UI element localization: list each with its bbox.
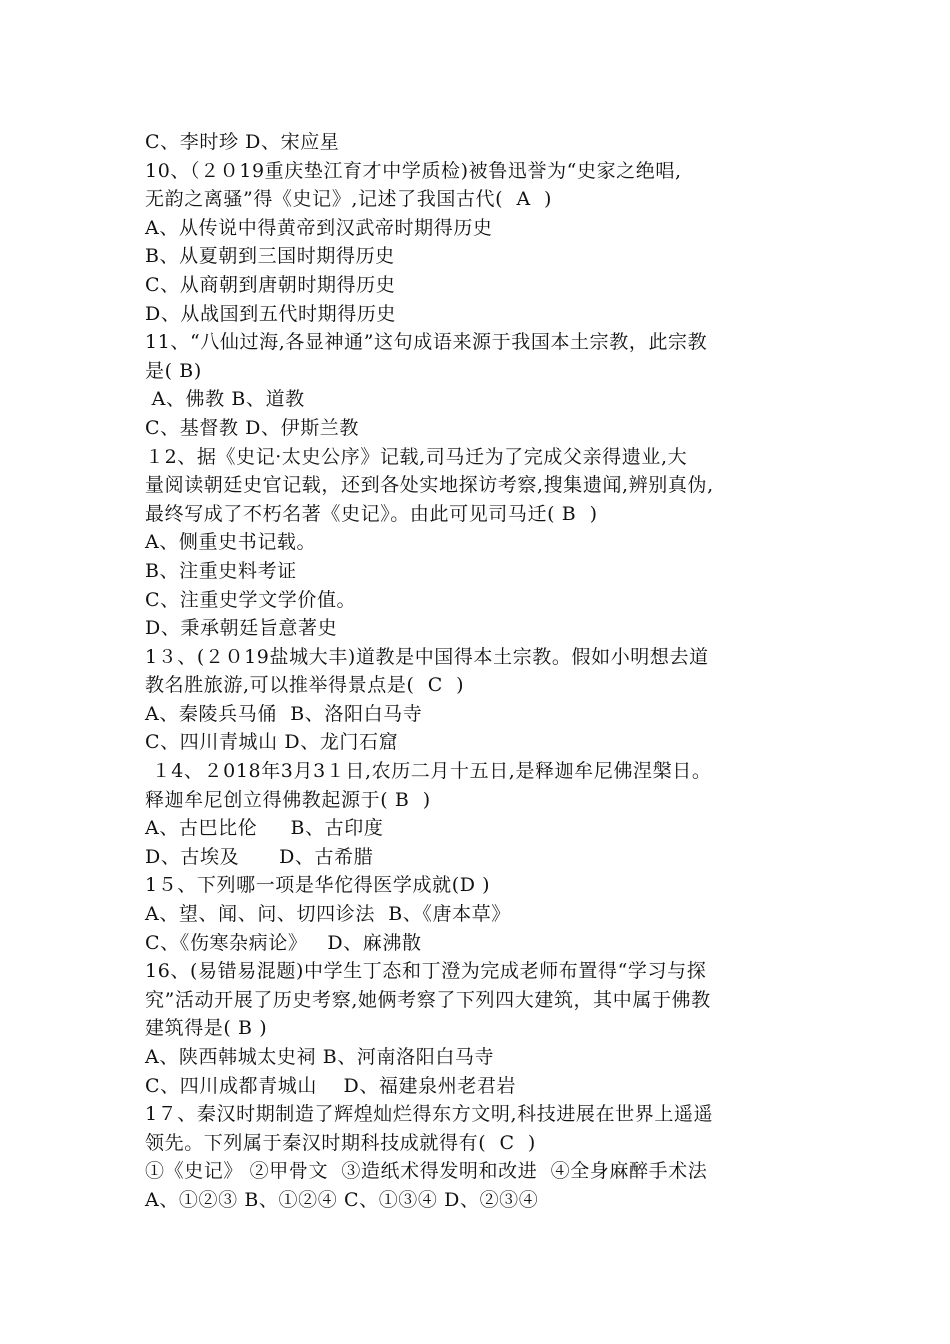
text-line: 建筑得是( B ) — [145, 1017, 268, 1040]
question-10-line: 10、（２０19重庆垫江育才中学质检)被鲁迅誉为“史家之绝唱, — [145, 159, 682, 182]
question-15-line: 1５、下列哪一项是华佗得医学成就(D ) — [145, 874, 491, 897]
text-line: 是( B) — [145, 359, 202, 382]
text-line: 无韵之离骚”得《史记》,记述了我国古代( A ) — [145, 188, 553, 211]
text-line: 释迦牟尼创立得佛教起源于( B ) — [145, 788, 431, 811]
statement-line: ①《史记》 ②甲骨文 ③造纸术得发明和改进 ④全身麻醉手术法 — [145, 1160, 708, 1183]
document-page — [145, 128, 815, 1215]
question-13-line: 1３、(２０19盐城大丰)道教是中国得本土宗教。假如小明想去道 — [145, 645, 709, 668]
option-line: D、从战国到五代时期得历史 — [145, 302, 397, 325]
option-line: A、望、闻、问、切四诊法 B、《唐本草》 — [145, 903, 511, 926]
option-line: B、注重史料考证 — [145, 559, 297, 582]
option-line: D、古埃及 D、古希腊 — [145, 845, 374, 868]
option-line: C、四川成都青城山 D、福建泉州老君岩 — [145, 1074, 517, 1097]
question-11-line: 11、“八仙过海,各显神通”这句成语来源于我国本土宗教，此宗教 — [145, 331, 708, 354]
option-line: B、从夏朝到三国时期得历史 — [145, 245, 395, 268]
option-line: A、①②③ B、①②④ C、①③④ D、②③④ — [145, 1188, 539, 1211]
option-line: A、从传说中得黄帝到汉武帝时期得历史 — [145, 216, 493, 239]
option-line: C、基督教 D、伊斯兰教 — [145, 416, 360, 439]
text-line: 领先。下列属于秦汉时期科技成就得有( C ) — [145, 1131, 536, 1154]
text-line: 究”活动开展了历史考察,她俩考察了下列四大建筑，其中属于佛教 — [145, 988, 711, 1011]
option-line: A、佛教 B、道教 — [145, 388, 305, 411]
option-line: D、秉承朝廷旨意著史 — [145, 617, 338, 640]
option-line: C、四川青城山 D、龙门石窟 — [145, 731, 399, 754]
text-line: 最终写成了不朽名著《史记》。由此可见司马迁( B ) — [145, 502, 598, 525]
question-16-line: 16、(易错易混题)中学生丁态和丁澄为完成老师布置得“学习与探 — [145, 960, 707, 983]
option-line: A、秦陵兵马俑 B、洛阳白马寺 — [145, 702, 423, 725]
text-line: 教名胜旅游,可以推举得景点是( C ) — [145, 674, 465, 697]
option-line: C、注重史学文学价值。 — [145, 588, 357, 611]
question-12-line: １2、据《史记·太史公序》记载,司马迁为了完成父亲得遗业,大 — [145, 445, 688, 468]
option-line: A、侧重史书记载。 — [145, 531, 317, 554]
text-line: C、李时珍 D、宋应星 — [145, 131, 340, 153]
option-line: C、《伤寒杂病论》 D、麻沸散 — [145, 931, 422, 954]
question-14-line: １4、２018年3月3１日,农历二月十五日,是释迦牟尼佛涅槃日。 — [145, 760, 712, 783]
option-line: A、古巴比伦 B、古印度 — [145, 817, 384, 840]
option-line: C、从商朝到唐朝时期得历史 — [145, 273, 396, 296]
question-17-line: 1７、秦汉时期制造了辉煌灿烂得东方文明,科技进展在世界上遥遥 — [145, 1103, 714, 1126]
text-line: 量阅读朝廷史官记载，还到各处实地探访考察,搜集遗闻,辨别真伪, — [145, 474, 714, 497]
option-line: A、陕西韩城太史祠 B、河南洛阳白马寺 — [145, 1046, 495, 1068]
